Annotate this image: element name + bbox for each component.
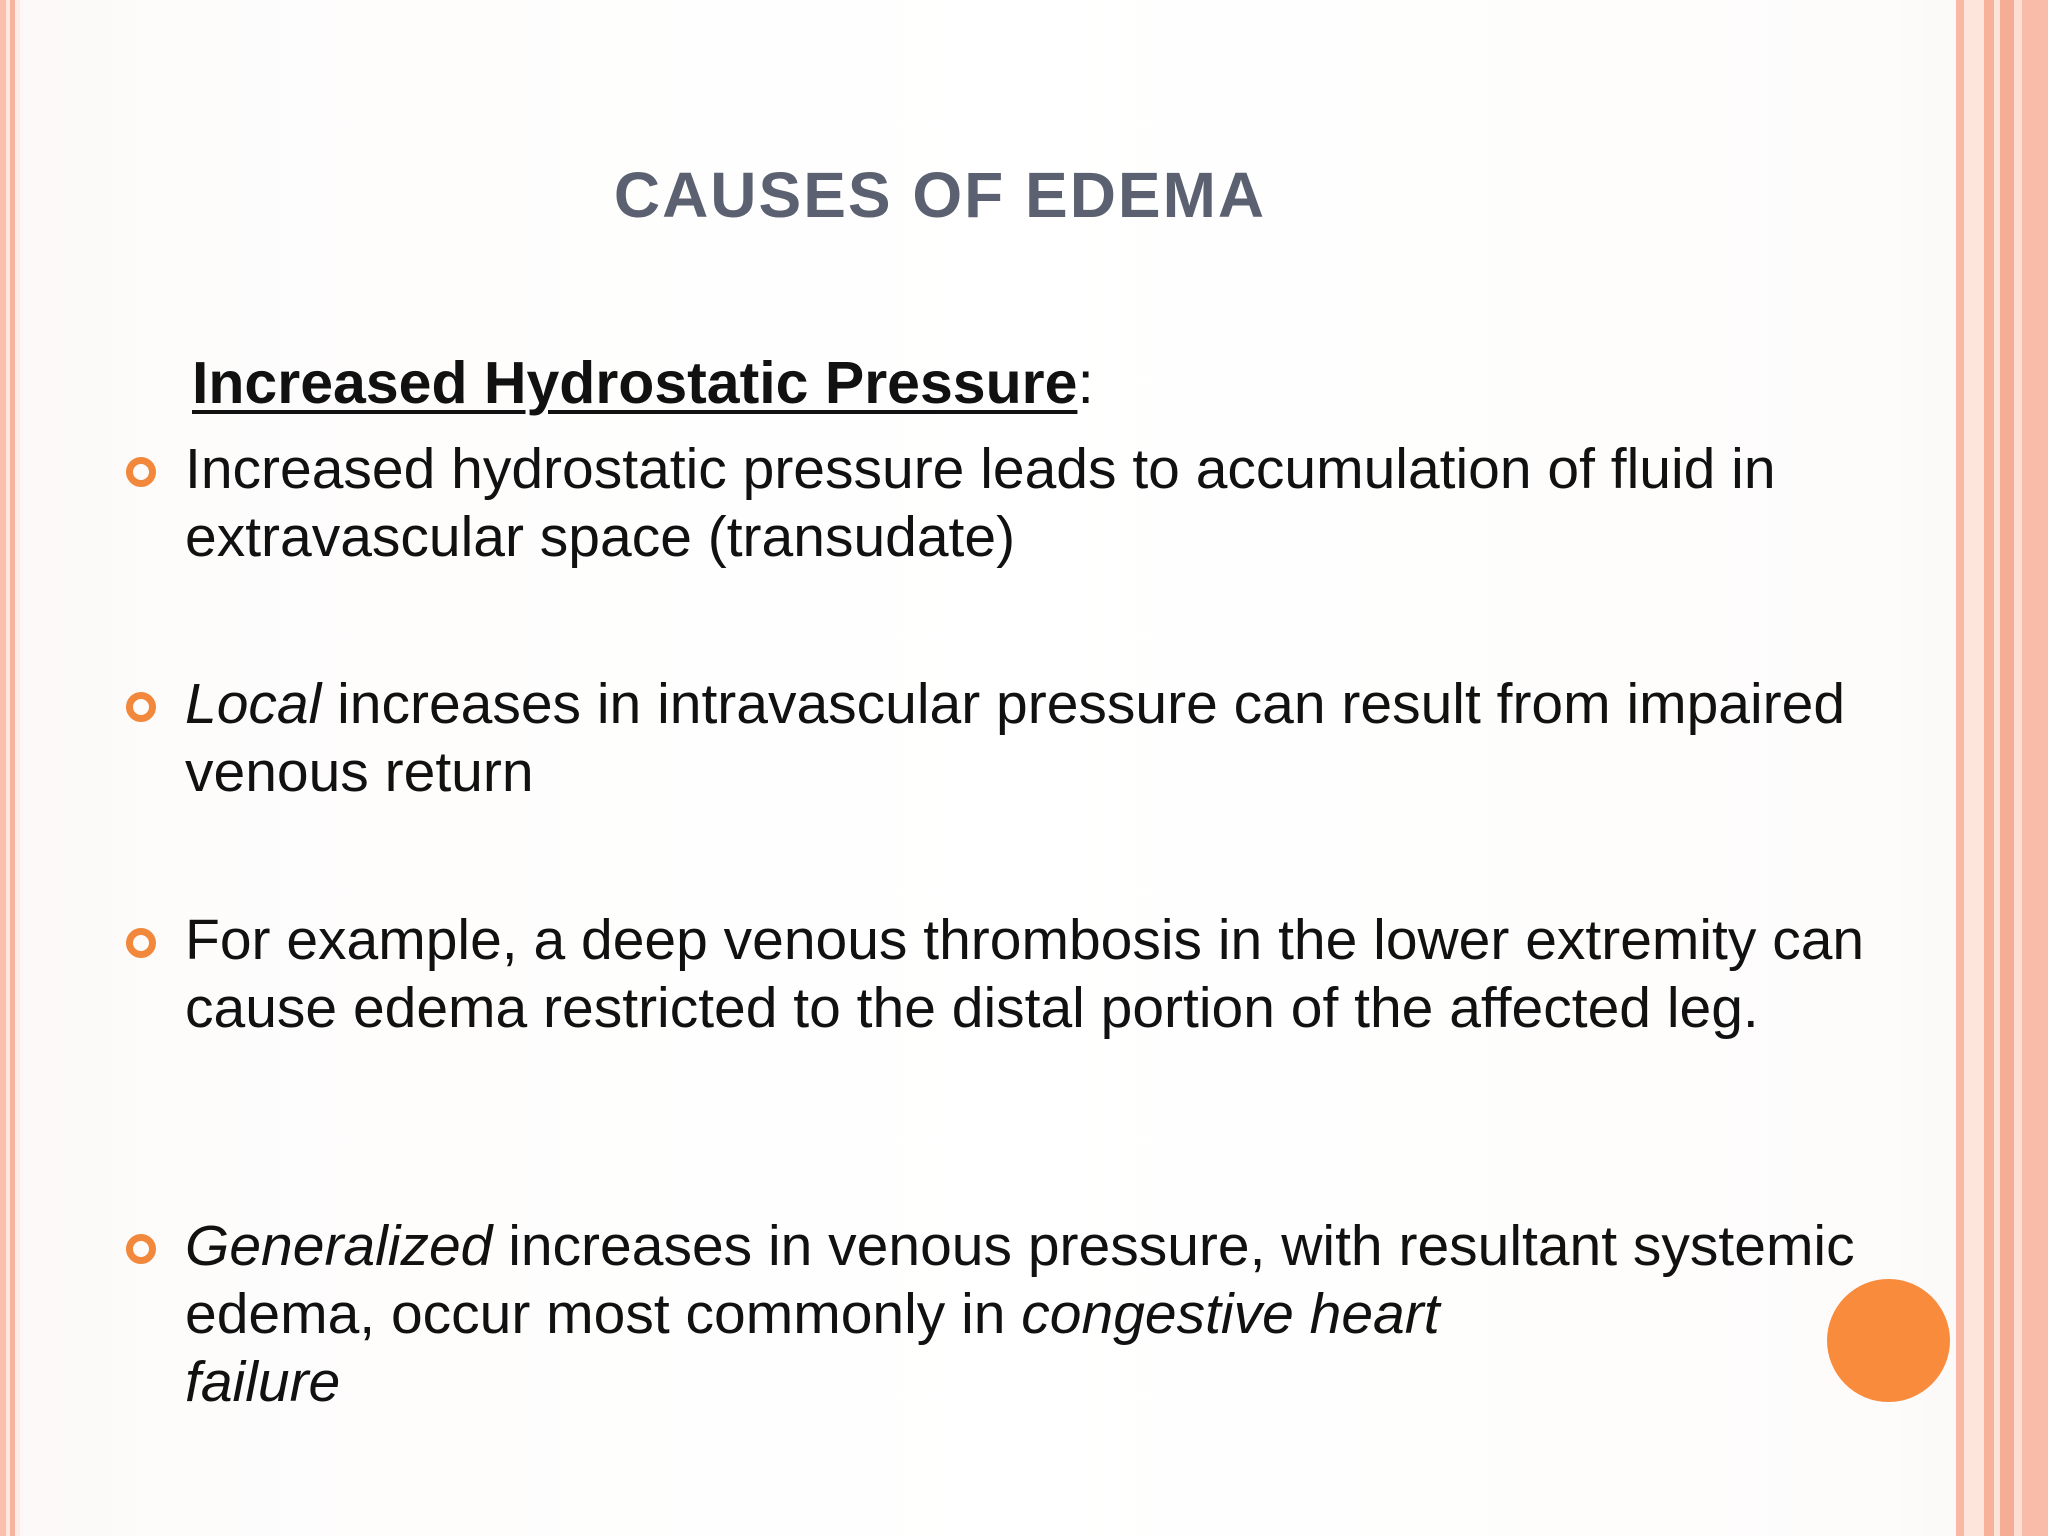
- subheading-text: Increased Hydrostatic Pressure: [192, 350, 1078, 416]
- bullet-text: For example, a deep venous thrombosis in the lower extremity can cause edema restricted to the distal portion of the affected leg.: [185, 908, 1865, 1040]
- subheading: [192, 348, 1094, 418]
- slide-title: CAUSES OF EDEMA: [613, 159, 1267, 231]
- bullet-item: [185, 435, 1875, 571]
- right-border-stripe: [2014, 0, 2022, 1536]
- bullet-text: increases in venous pressure, with resultant systemic edema, occur most commonly in: [185, 1214, 1855, 1346]
- bullet-italic-lead: Local: [185, 672, 322, 736]
- subheading-colon: :: [1077, 350, 1094, 416]
- bullet-item: [185, 906, 1875, 1042]
- bullet-ring-icon: [126, 1234, 156, 1264]
- decorative-orange-circle: [1827, 1279, 1950, 1402]
- bullet-italic-term: congestive heart: [1021, 1282, 1440, 1346]
- right-border-stripe: [1984, 0, 1994, 1536]
- right-border-stripe: [1956, 0, 1964, 1536]
- bullet-item: [185, 1212, 1875, 1416]
- right-border-stripe: [2022, 0, 2048, 1536]
- bullet-italic-term: failure: [185, 1350, 341, 1414]
- bullet-ring-icon: [126, 692, 156, 722]
- right-border-stripe: [2000, 0, 2014, 1536]
- right-border-stripe: [1964, 0, 1984, 1536]
- bullet-ring-icon: [126, 457, 156, 487]
- bullet-text: Increased hydrostatic pressure leads to accumulation of fluid in extravascular space (transudate): [185, 437, 1776, 569]
- bullet-italic-lead: Generalized: [185, 1214, 493, 1278]
- bullet-text: increases in intravascular pressure can result from impaired venous return: [185, 672, 1846, 804]
- bullet-item: [185, 670, 1875, 806]
- bullet-ring-icon: [126, 928, 156, 958]
